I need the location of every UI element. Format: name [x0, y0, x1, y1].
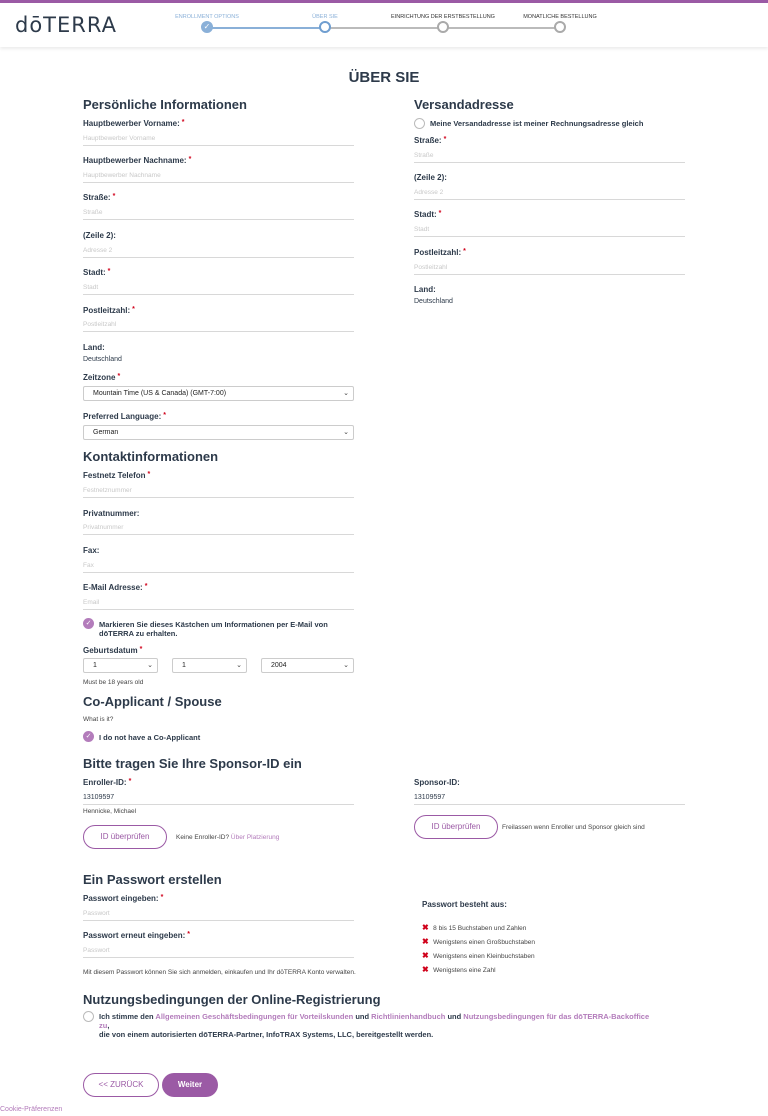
ship-street-input[interactable]: Straße [414, 149, 685, 163]
step-monthly-order: MONATLICHE BESTELLUNG [490, 3, 630, 20]
page-title: ÜBER SIE [348, 69, 420, 86]
check-enroller-button[interactable]: ID überprüfen [83, 825, 167, 849]
no-enroller-text: Keine Enroller-ID? Über Platzierung [176, 834, 280, 841]
ship-zip-label: Postleitzahl: * [414, 248, 466, 257]
x-icon: ✖ [422, 923, 429, 932]
line2-label: (Zeile 2): [83, 231, 116, 240]
password-rule: ✖ Wenigstens eine Zahl [422, 965, 496, 974]
email-label: E-Mail Adresse: * [83, 583, 148, 592]
language-select[interactable]: German ⌄ [83, 425, 354, 440]
email-optin-checkbox[interactable]: ✓ [83, 618, 94, 629]
street-label: Straße: * [83, 193, 116, 202]
timezone-select[interactable]: Mountain Time (US & Canada) (GMT-7:00) ⌄ [83, 386, 354, 401]
terms-link-policy[interactable]: Richtlinienhandbuch [371, 1012, 446, 1021]
country-value: Deutschland [83, 356, 122, 363]
chevron-down-icon: ⌄ [236, 662, 242, 669]
city-input[interactable]: Stadt [83, 281, 354, 295]
next-button[interactable]: Weiter [162, 1073, 218, 1097]
ship-line2-label: (Zeile 2): [414, 173, 447, 182]
dob-day-select[interactable]: 1 ⌄ [83, 658, 158, 673]
current-step-dot [319, 21, 331, 33]
first-name-input[interactable]: Hauptbewerber Vorname [83, 132, 354, 146]
terms-link-conditions[interactable]: Allgemeinen Geschäftsbedingungen für Vorteilskunden [155, 1012, 354, 1021]
terms-checkbox[interactable] [83, 1011, 94, 1022]
sponsor-input[interactable]: 13109597 [414, 791, 685, 805]
sponsor-heading: Bitte tragen Sie Ihre Sponsor-ID ein [83, 756, 302, 771]
dob-label: Geburtsdatum * [83, 646, 143, 655]
password-rule: ✖ Wenigstens einen Kleinbuchstaben [422, 951, 535, 960]
personal-heading: Persönliche Informationen [83, 97, 247, 112]
enroller-label: Enroller-ID: * [83, 778, 132, 787]
last-name-input[interactable]: Hauptbewerber Nachname [83, 169, 354, 183]
ship-country-value: Deutschland [414, 298, 453, 305]
coapp-heading: Co-Applicant / Spouse [83, 694, 222, 709]
terms-text: Ich stimme den Allgemeinen Geschäftsbedingungen für Vorteilskunden und Richtlinienhandbuch und Nutzungsbedingungen für das dōTERRA-Backoffice zu, die von einem autorisierten dōTERRA-Partner, InfoTRAX Systems, LLC, bereitgestellt werden. [99, 1012, 650, 1039]
ship-city-input[interactable]: Stadt [414, 223, 685, 237]
last-name-label: Hauptbewerber Nachname: * [83, 156, 192, 165]
enroller-name: Hennicke, Michael [83, 808, 137, 815]
chevron-down-icon: ⌄ [343, 390, 349, 397]
password-rules-title: Passwort besteht aus: [422, 900, 507, 909]
no-coapp-checkbox[interactable]: ✓ [83, 731, 94, 742]
back-button[interactable]: << ZURÜCK [83, 1073, 159, 1097]
timezone-label: Zeitzone * [83, 373, 121, 382]
dob-note: Must be 18 years old [83, 679, 144, 686]
chevron-down-icon: ⌄ [343, 662, 349, 669]
line2-input[interactable]: Adresse 2 [83, 244, 354, 258]
fax-label: Fax: [83, 546, 100, 555]
ship-city-label: Stadt: * [414, 210, 442, 219]
ship-zip-input[interactable]: Postleitzahl [414, 261, 685, 275]
password-rules-list [422, 917, 535, 973]
cookie-preferences-link[interactable]: Cookie-Präferenzen [0, 1106, 63, 1113]
step-connector-done [207, 27, 325, 29]
sponsor-note: Freilassen wenn Enroller und Sponsor gleich sind [502, 824, 645, 831]
ship-street-label: Straße: * [414, 136, 447, 145]
x-icon: ✖ [422, 937, 429, 946]
password-heading: Ein Passwort erstellen [83, 872, 222, 887]
no-coapp-label: I do not have a Co-Applicant [99, 733, 201, 742]
step-enrollment-options: ENROLLMENT OPTIONS ✓ [175, 14, 239, 31]
email-optin-label: Markieren Sie dieses Kästchen um Informationen per E-Mail von dōTERRA zu erhalten. [99, 620, 328, 638]
progress-steps [0, 3, 768, 47]
shipping-heading: Versandadresse [414, 97, 514, 112]
check-icon: ✓ [201, 21, 213, 33]
zip-label: Postleitzahl: * [83, 306, 135, 315]
dob-month-select[interactable]: 1 ⌄ [172, 658, 247, 673]
check-sponsor-button[interactable]: ID überprüfen [414, 815, 498, 839]
ship-country-label: Land: [414, 285, 436, 294]
password-input[interactable]: Passwort [83, 907, 354, 921]
ship-line2-input[interactable]: Adresse 2 [414, 186, 685, 200]
doterra-logo[interactable]: dōTERRA [15, 13, 117, 37]
step-about-you: ÜBER SIE [255, 3, 395, 20]
contact-heading: Kontaktinformationen [83, 449, 219, 464]
email-input[interactable]: Email [83, 596, 354, 610]
street-input[interactable]: Straße [83, 206, 354, 220]
what-is-it-link[interactable]: What is it? [83, 716, 114, 723]
chevron-down-icon: ⌄ [147, 662, 153, 669]
password-repeat-label: Passwort erneut eingeben: * [83, 931, 190, 940]
terms-link-backoffice[interactable]: Nutzungsbedingungen für das dōTERRA-Backoffice zu [99, 1012, 650, 1030]
country-label: Land: [83, 343, 105, 352]
same-address-label: Meine Versandadresse ist meiner Rechnungsadresse gleich [430, 119, 644, 128]
language-label: Preferred Language: * [83, 412, 166, 421]
private-input[interactable]: Privatnummer [83, 521, 354, 535]
password-note: Mit diesem Passwort können Sie sich anmelden, einkaufen und Ihr dōTERRA Konto verwalten. [83, 969, 356, 976]
password-rule: ✖ Wenigstens einen Großbuchstaben [422, 937, 535, 946]
first-name-label: Hauptbewerber Vorname: * [83, 119, 185, 128]
header [0, 3, 768, 47]
phone-label: Festnetz Telefon * [83, 471, 151, 480]
dob-year-select[interactable]: 2004 ⌄ [261, 658, 354, 673]
enroller-input[interactable]: 13109597 [83, 791, 354, 805]
step-dot [554, 21, 566, 33]
password-rule: ✖ 8 bis 15 Buchstaben und Zahlen [422, 923, 527, 932]
x-icon: ✖ [422, 951, 429, 960]
private-label: Privatnummer: [83, 509, 140, 518]
same-address-checkbox[interactable] [414, 118, 425, 129]
placement-link[interactable]: Über Platzierung [230, 834, 280, 841]
step-dot [437, 21, 449, 33]
step-first-order: EINRICHTUNG DER ERSTBESTELLUNG [373, 3, 513, 20]
password-label: Passwort eingeben: * [83, 894, 164, 903]
fax-input[interactable]: Fax [83, 559, 354, 573]
sponsor-label: Sponsor-ID: [414, 778, 460, 787]
x-icon: ✖ [422, 965, 429, 974]
city-label: Stadt: * [83, 268, 111, 277]
chevron-down-icon: ⌄ [343, 429, 349, 436]
password-repeat-input[interactable]: Passwort [83, 944, 354, 958]
phone-input[interactable]: Festnetznummer [83, 484, 354, 498]
zip-input[interactable]: Postleitzahl [83, 318, 354, 332]
terms-heading: Nutzungsbedingungen der Online-Registrierung [83, 992, 381, 1007]
